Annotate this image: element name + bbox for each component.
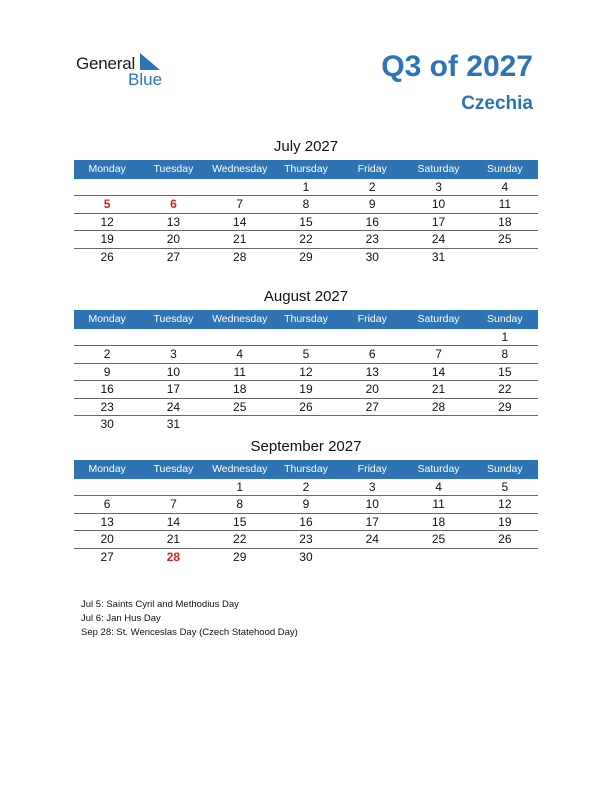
day-cell (472, 416, 538, 433)
holiday-notes (81, 598, 298, 640)
day-cell: 31 (431, 249, 446, 264)
week-row (74, 381, 538, 398)
page-title: Q3 of 2027 (381, 50, 533, 83)
day-cell: 1 (236, 480, 244, 494)
holiday-day-cell: 6 (170, 197, 177, 212)
weekday-label: Wednesday (212, 463, 268, 475)
weekday-label: Friday (357, 313, 387, 325)
calendar-august (74, 288, 538, 433)
weekday-label: Saturday (417, 463, 460, 475)
weekday-label: Wednesday (212, 163, 268, 175)
day-cell: 14 (166, 514, 181, 529)
weekday-label: Monday (88, 313, 126, 325)
week-row (74, 196, 538, 213)
day-cell: 22 (233, 532, 247, 547)
day-cell: 18 (233, 382, 247, 397)
day-cell (140, 479, 206, 495)
day-cell: 19 (498, 514, 512, 529)
weekday-label: Sunday (487, 463, 523, 475)
day-cell: 30 (100, 416, 114, 431)
day-cell: 17 (365, 514, 379, 529)
week-row (74, 416, 538, 433)
day-cell: 3 (435, 180, 442, 194)
day-cell: 11 (233, 364, 246, 379)
week-row (74, 329, 538, 346)
day-cell: 12 (498, 497, 512, 512)
day-cell: 8 (236, 497, 244, 512)
day-cell: 23 (100, 399, 114, 414)
day-cell (74, 179, 140, 195)
day-cell: 10 (431, 197, 446, 212)
day-cell (405, 329, 471, 345)
weekday-label: Friday (357, 163, 387, 175)
day-cell: 9 (302, 497, 310, 512)
day-cell: 25 (431, 532, 446, 547)
weekday-label: Saturday (417, 163, 460, 175)
day-cell: 16 (100, 382, 114, 397)
weekday-label: Thursday (284, 463, 328, 475)
day-cell: 27 (100, 549, 114, 564)
weekday-label: Tuesday (153, 463, 194, 475)
holiday-note: Sep 28: St. Wenceslas Day (Czech Statehood Day) (81, 627, 298, 638)
day-cell: 15 (498, 364, 512, 379)
day-cell: 18 (431, 514, 446, 529)
day-cell: 2 (368, 180, 376, 194)
day-cell: 3 (170, 347, 177, 362)
day-cell (207, 416, 273, 433)
day-cell: 21 (431, 382, 446, 397)
week-row (74, 346, 538, 363)
day-cell: 2 (103, 347, 111, 362)
day-cell: 6 (103, 497, 111, 512)
country-name: Czechia (461, 93, 533, 114)
calendar-july (74, 138, 538, 266)
weekday-label: Friday (357, 463, 387, 475)
day-cell: 26 (299, 399, 313, 414)
day-cell: 16 (365, 214, 379, 229)
weekday-label: Tuesday (153, 313, 194, 325)
month-title: September 2027 (250, 438, 362, 455)
day-cell: 9 (368, 197, 376, 212)
week-row (74, 531, 538, 548)
day-cell (472, 249, 538, 266)
weekday-label: Sunday (487, 163, 523, 175)
day-cell: 24 (431, 232, 446, 247)
day-cell (273, 416, 339, 433)
day-cell: 30 (299, 549, 313, 564)
day-cell: 1 (501, 330, 509, 344)
day-cell: 29 (498, 399, 512, 414)
weekday-header (74, 460, 538, 479)
day-cell: 10 (166, 364, 181, 379)
weekday-label: Thursday (284, 163, 328, 175)
day-cell (339, 329, 405, 345)
day-cell: 31 (166, 416, 181, 431)
day-cell: 1 (302, 180, 310, 194)
day-cell (405, 416, 471, 433)
day-cell: 12 (100, 214, 114, 229)
holiday-day-cell: 28 (166, 549, 181, 564)
day-cell: 5 (501, 480, 509, 494)
brand-logo (76, 50, 176, 90)
month-title: July 2027 (273, 138, 339, 155)
day-cell: 20 (100, 532, 114, 547)
day-cell (339, 416, 405, 433)
week-row (74, 496, 538, 513)
day-cell (405, 549, 471, 566)
day-cell: 19 (100, 232, 114, 247)
day-cell: 25 (498, 232, 512, 247)
day-cell: 4 (435, 480, 442, 494)
calendar-september (74, 438, 538, 566)
day-cell: 23 (299, 532, 313, 547)
day-cell (74, 479, 140, 495)
day-cell: 17 (166, 382, 181, 397)
weekday-label: Wednesday (212, 313, 268, 325)
day-cell: 9 (103, 364, 111, 379)
day-cell: 17 (431, 214, 446, 229)
brand-name-blue: Blue (128, 70, 163, 89)
day-cell (207, 329, 273, 345)
day-cell: 28 (431, 399, 446, 414)
day-cell: 3 (368, 480, 376, 494)
day-cell (273, 329, 339, 345)
day-cell: 29 (233, 549, 247, 564)
day-cell: 27 (166, 249, 181, 264)
day-cell: 14 (233, 214, 247, 229)
day-cell: 27 (365, 399, 379, 414)
weekday-label: Monday (88, 163, 126, 175)
weekday-header (74, 160, 538, 179)
day-cell: 11 (432, 497, 445, 512)
day-cell: 7 (435, 347, 442, 362)
holiday-note: Jul 5: Saints Cyril and Methodius Day (81, 599, 239, 610)
brand-triangle-icon (140, 53, 160, 70)
week-row (74, 399, 538, 416)
weekday-label: Tuesday (153, 163, 194, 175)
weekday-label: Thursday (284, 313, 328, 325)
day-cell: 4 (501, 180, 509, 194)
week-row (74, 214, 538, 231)
day-cell: 20 (166, 232, 181, 247)
day-cell: 21 (166, 532, 181, 547)
day-cell: 19 (299, 382, 313, 397)
day-cell: 15 (233, 514, 247, 529)
weekday-header (74, 310, 538, 329)
day-cell: 24 (365, 532, 379, 547)
week-row (74, 179, 538, 196)
day-cell: 13 (100, 514, 114, 529)
day-cell: 7 (170, 497, 177, 512)
day-cell: 18 (498, 214, 512, 229)
day-cell: 29 (299, 249, 313, 264)
day-cell: 20 (365, 382, 379, 397)
holiday-day-cell: 5 (103, 197, 111, 212)
day-cell: 4 (236, 347, 244, 362)
week-row (74, 364, 538, 381)
day-cell: 6 (368, 347, 376, 362)
week-row (74, 549, 538, 566)
week-row (74, 479, 538, 496)
day-cell (140, 179, 206, 195)
day-cell: 21 (233, 232, 247, 247)
brand-name-general: General (76, 54, 136, 73)
day-cell: 15 (299, 214, 313, 229)
day-cell: 30 (365, 249, 379, 264)
day-cell (339, 549, 405, 566)
day-cell: 26 (498, 532, 512, 547)
week-row (74, 231, 538, 248)
day-cell: 25 (233, 399, 247, 414)
day-cell: 2 (302, 480, 310, 494)
weekday-label: Monday (88, 463, 126, 475)
day-cell: 22 (498, 382, 512, 397)
day-cell: 24 (166, 399, 181, 414)
day-cell: 16 (299, 514, 313, 529)
weekday-label: Saturday (417, 313, 460, 325)
day-cell: 8 (302, 197, 310, 212)
day-cell: 10 (365, 497, 379, 512)
day-cell (207, 179, 273, 195)
day-cell: 8 (501, 347, 509, 362)
day-cell: 7 (236, 197, 244, 212)
day-cell (140, 329, 206, 345)
day-cell: 13 (166, 214, 181, 229)
holiday-note: Jul 6: Jan Hus Day (81, 613, 161, 624)
day-cell: 12 (299, 364, 313, 379)
day-cell: 23 (365, 232, 379, 247)
week-row (74, 249, 538, 266)
weekday-label: Sunday (487, 313, 523, 325)
day-cell: 13 (365, 364, 379, 379)
month-title: August 2027 (263, 288, 349, 305)
day-cell (472, 549, 538, 566)
week-row (74, 514, 538, 531)
day-cell: 26 (100, 249, 114, 264)
day-cell: 11 (498, 197, 512, 212)
day-cell: 28 (233, 249, 247, 264)
day-cell: 22 (299, 232, 313, 247)
day-cell: 14 (431, 364, 446, 379)
day-cell: 5 (302, 347, 310, 362)
day-cell (74, 329, 140, 345)
